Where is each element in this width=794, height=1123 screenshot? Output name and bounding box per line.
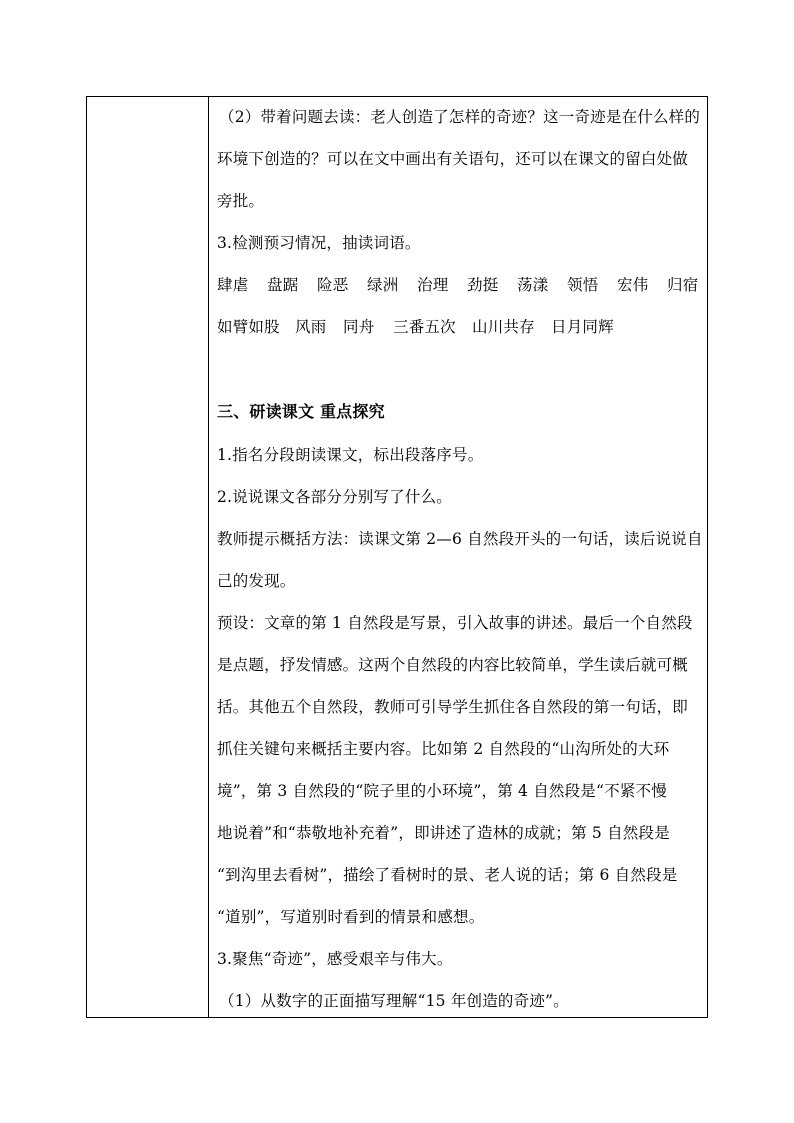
vocab-word: 如臂如股 <box>217 318 280 336</box>
left-column-cell <box>87 97 208 1017</box>
vocab-word: 盘踞 <box>267 276 299 294</box>
text-line: 3.检测预习情况，抽读词语。 <box>217 234 421 252</box>
text-line: 教师提示概括方法：读课文第 2—6 自然段开头的一句话，读后说说自 <box>217 530 703 548</box>
text-line: （1）从数字的正面描写理解“15 年创造的奇迹”。 <box>219 992 569 1010</box>
vocab-word: 肆虐 <box>217 276 249 294</box>
text-line: 预设：文章的第 1 自然段是写景，引入故事的讲述。最后一个自然段 <box>217 614 693 632</box>
vocab-word: 治理 <box>417 276 449 294</box>
vocab-word: 风雨 <box>295 318 327 336</box>
text-line: 抓住关键句来概括主要内容。比如第 2 自然段的“山沟所处的大环 <box>217 740 670 758</box>
vocab-word: 险恶 <box>317 276 349 294</box>
text-line: 1.指名分段朗读课文，标出段落序号。 <box>217 446 484 464</box>
vocab-word: 宏伟 <box>617 276 649 294</box>
section-heading: 三、研读课文 重点探究 <box>217 402 385 421</box>
text-line: “到沟里去看树”，描绘了看树时的景、老人说的话；第 6 自然段是 <box>217 866 678 884</box>
text-line: “道别”，写道别时看到的情景和感想。 <box>217 908 485 926</box>
vocab-word: 绿洲 <box>367 276 399 294</box>
text-line: 2.说说课文各部分分别写了什么。 <box>217 488 452 506</box>
vocab-word: 归宿 <box>667 276 699 294</box>
lesson-table <box>86 96 708 1018</box>
text-line: 3.聚焦“奇迹”，感受艰辛与伟大。 <box>217 950 453 968</box>
text-line: 旁批。 <box>217 192 265 210</box>
column-divider <box>208 97 209 1017</box>
vocab-word: 山川共存 <box>472 318 535 336</box>
text-line: （2）带着问题去读：老人创造了怎样的奇迹？这一奇迹是在什么样的 <box>219 108 701 126</box>
vocab-word: 日月同辉 <box>551 318 614 336</box>
text-line: 地说着”和“恭敬地补充着”，即讲述了造林的成就；第 5 自然段是 <box>217 824 670 842</box>
vocab-word: 领悟 <box>567 276 599 294</box>
vocab-word: 劲挺 <box>467 276 499 294</box>
vocab-word: 荡漾 <box>517 276 549 294</box>
text-line: 己的发现。 <box>217 572 296 590</box>
vocab-word: 同舟 <box>343 318 375 336</box>
text-line: 环境下创造的？可以在文中画出有关语句，还可以在课文的留白处做 <box>217 150 689 168</box>
text-line: 境”，第 3 自然段的“院子里的小环境”，第 4 自然段是“不紧不慢 <box>217 782 667 800</box>
text-line: 是点题，抒发情感。这两个自然段的内容比较简单，学生读后就可概 <box>217 656 689 674</box>
text-line: 括。其他五个自然段，教师可引导学生抓住各自然段的第一句话，即 <box>217 698 689 716</box>
vocab-word: 三番五次 <box>393 318 456 336</box>
